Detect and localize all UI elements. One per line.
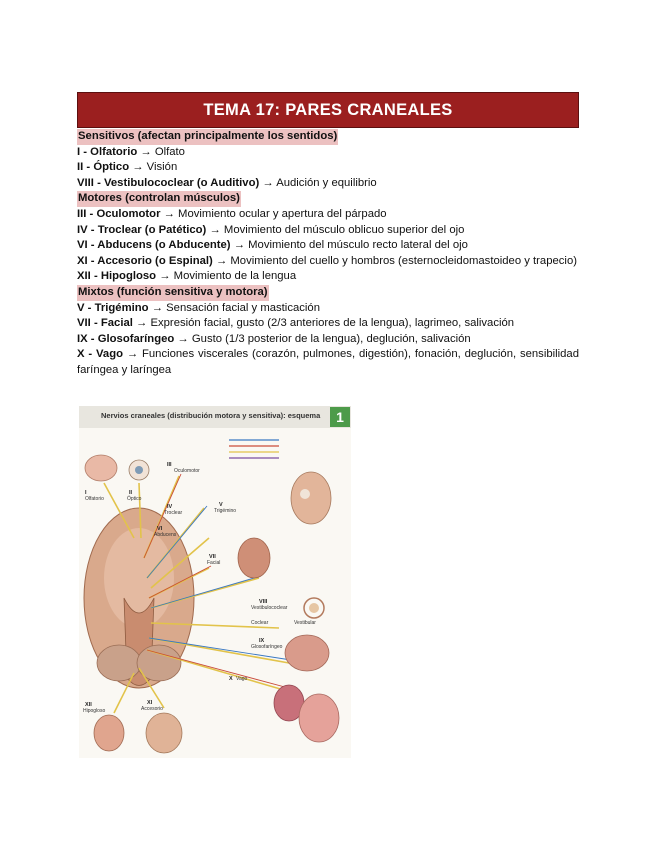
label-num-I: I [85,490,87,496]
nerve-name: V - Trigémino [77,301,149,314]
label-trigemino: Trigémino [214,508,237,514]
label-num-II: II [129,490,133,496]
nerve-entry [77,316,579,332]
nerve-name: VII - Facial [77,317,133,330]
nerve-function: → Movimiento del músculo recto lateral del ojo [230,239,468,252]
nerve-name: X - Vago [77,348,123,361]
nerve-function: → Gusto (1/3 posterior de la lengua), deglución, salivación [174,332,471,345]
nerve-entry [77,269,579,285]
section-heading-text: Motores (controlan músculos) [77,191,241,207]
label-facial: Facial [207,560,221,566]
nerve-entry [77,207,579,223]
nerve-entry [77,301,579,317]
neck-drawing [146,713,182,753]
label-num-IV: IV [167,504,173,510]
document-page [77,92,579,379]
nerve-entry [77,160,579,176]
tongue-drawing [94,715,124,751]
nerve-entry [77,223,579,239]
nerve-entry [77,145,579,161]
nerve-function: → Olfato [137,145,185,158]
head-drawing [291,472,331,524]
label-num-IX: IX [259,638,265,644]
nerve-function: → Funciones viscerales (corazón, pulmones, digestión), fonación, deglución, sensibilidad faríngea y laríngea [77,348,580,376]
nerve-name: I - Olfatorio [77,145,138,158]
label-hipogloso: Hipogloso [83,708,106,714]
label-num-VIII: VIII [259,599,268,605]
nerve-function: → Movimiento ocular y apertura del párpado [160,207,387,220]
label-num-X: X [229,676,233,682]
legend [229,440,279,458]
section-heading [77,191,579,207]
nerve-entry [77,238,579,254]
label-num-VII: VII [209,554,216,560]
figure-header [79,406,351,429]
label-optico: Óptico [127,496,142,502]
nerve-function: → Movimiento de la lengua [156,270,297,283]
nerve-name: IV - Troclear (o Patético) [77,223,207,236]
nerve-name: XII - Hipogloso [77,270,157,283]
label-accesorio: Accesorio [141,706,163,712]
nerve-entry [77,347,579,378]
nerve-entry [77,176,579,192]
nerve-name: III - Oculomotor [77,207,161,220]
section-heading-text: Mixtos (función sensitiva y motora) [77,285,269,301]
section-heading-text: Sensitivos (afectan principalmente los sentidos) [77,129,338,145]
label-troclear: Troclear [164,510,183,516]
page-title: TEMA 17: PARES CRANEALES [203,100,453,119]
title-banner [77,92,579,128]
nerve-entry [77,332,579,348]
nerve-entry [77,254,579,270]
section-heading [77,285,579,301]
section-heading [77,129,579,145]
nerve-name: IX - Glosofaríngeo [77,332,175,345]
label-oculomotor: Oculomotor [174,468,200,474]
label-olfatorio: Olfatorio [85,496,104,502]
nerve-name: XI - Accesorio (o Espinal) [77,254,213,267]
nerve-name: II - Óptico [77,161,130,174]
nerve-function: → Audición y equilibrio [259,176,377,189]
label-coclear: Coclear [251,620,269,626]
cranial-nerves-figure [79,406,351,758]
label-num-VI: VI [157,526,163,532]
nerve-function: → Movimiento del cuello y hombros (esternocleidomastoideo y trapecio) [212,254,577,267]
figure-title: Nervios craneales (distribución motora y sensitiva): esquema [101,411,321,420]
figure-number-badge: 1 [330,407,350,427]
label-num-V: V [219,502,223,508]
nerve-function: → Sensación facial y masticación [148,301,320,314]
label-num-III: III [167,462,172,468]
label-num-XI: XI [147,700,153,706]
throat-drawing [285,635,329,671]
nerve-name: VIII - Vestibulococlear (o Auditivo) [77,176,260,189]
lungs-drawing [299,694,339,742]
nerve-function: → Movimiento del músculo oblicuo superior del ojo [206,223,465,236]
label-glosofaringeo: Glosofaríngeo [251,644,283,650]
figure-illustration [79,428,351,758]
nose-drawing [85,455,117,481]
label-vestibular: Vestibular [294,620,316,626]
nerve-function: → Expresión facial, gusto (2/3 anteriores de la lengua), lagrimeo, salivación [132,317,515,330]
label-num-XII: XII [85,702,92,708]
nerve-function: → Visión [129,161,178,174]
label-abducens: Abducens [154,532,177,538]
nerve-list [77,129,579,379]
label-vago: Vago [236,676,248,682]
nerve-name: VI - Abducens (o Abducente) [77,239,231,252]
cranial-nerves-illustration [79,428,351,758]
label-vestibulococlear: Vestibulococlear [251,605,288,611]
face-drawing [238,538,270,578]
